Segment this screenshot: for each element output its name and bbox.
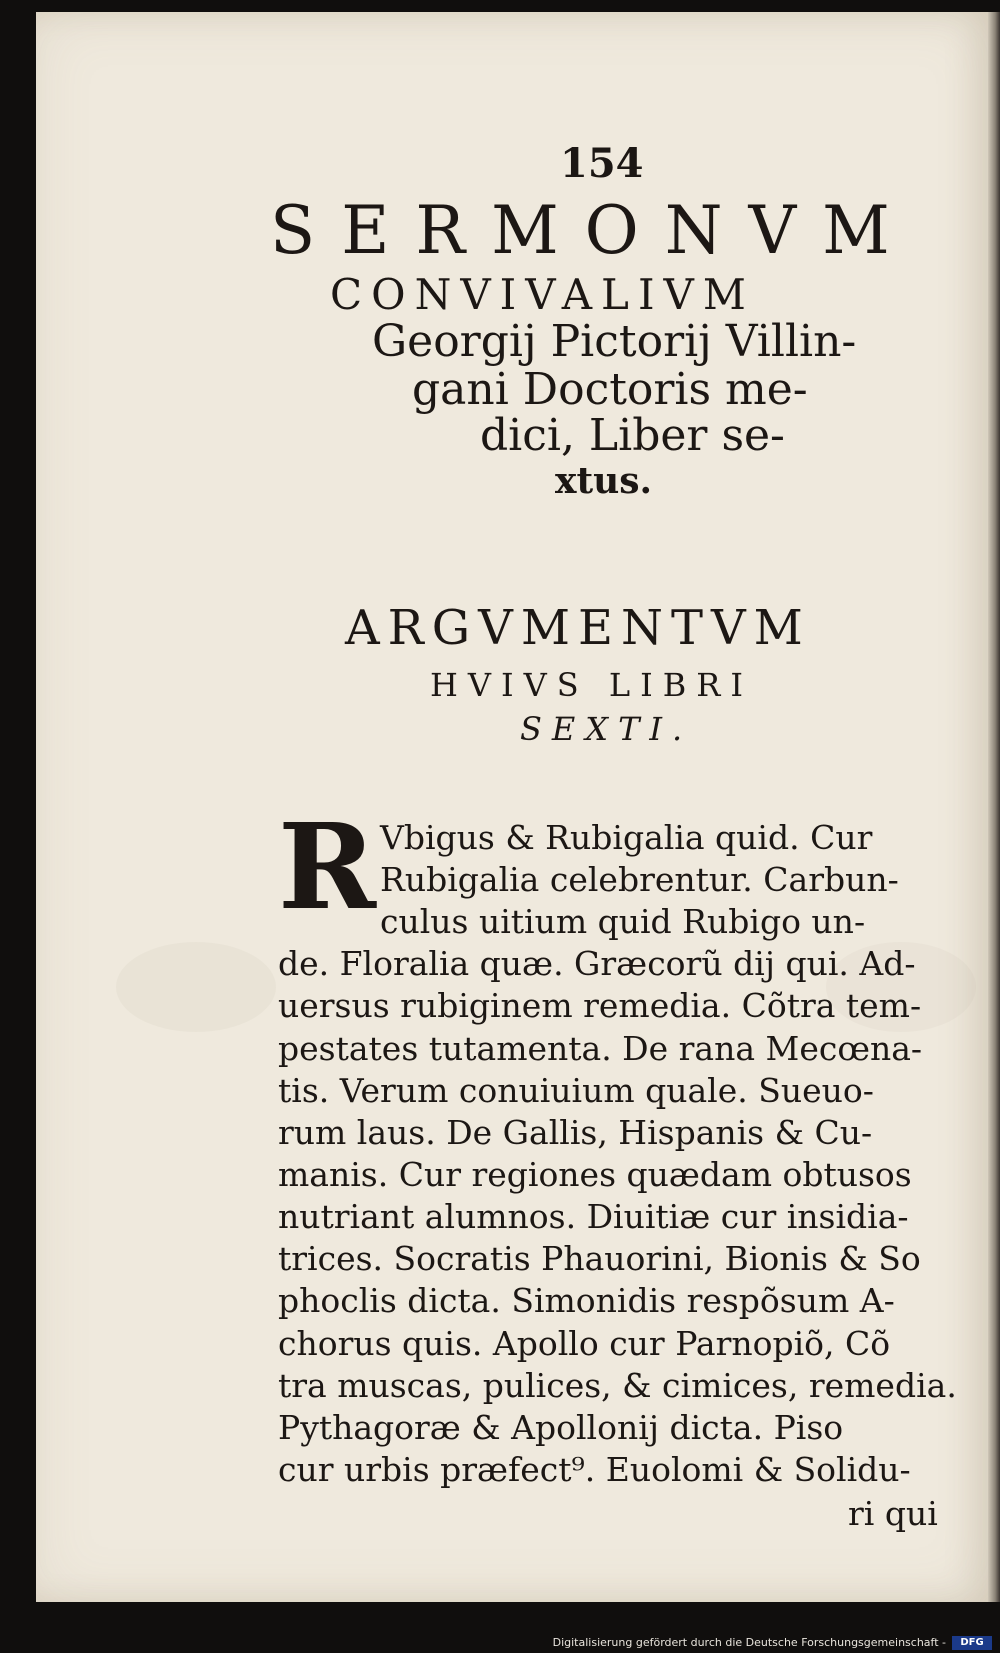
title-line: Georgij Pictorij Villin- [372,316,857,367]
body-line: Vbigus & Rubigalia quid. Cur [380,818,873,857]
page-number: 154 [560,140,644,187]
paper-stain [116,942,276,1032]
body-line: manis. Cur regiones quædam obtusos [278,1155,912,1194]
body-line: chorus quis. Apollo cur Parnopiõ, Cõ [278,1324,891,1363]
body-line: cur urbis præfect⁹. Euolomi & Solidu- [278,1450,911,1489]
title-line: gani Doctoris me- [412,364,808,415]
title-line: xtus. [555,460,653,502]
title-main: SERMONVM [270,192,916,269]
body-line: Pythagoræ & Apollonij dicta. Piso [278,1408,844,1447]
body-line: Rubigalia celebrentur. Carbun- [380,860,899,899]
body-line: rum laus. De Gallis, Hispanis & Cu- [278,1113,873,1152]
body-line: nutriant alumnos. Diuitiæ cur insidia- [278,1197,909,1236]
page-edge [988,12,1000,1602]
body-line: ri qui [848,1494,938,1533]
title-sub: CONVIVALIVM [330,270,755,319]
body-line: pestates tutamenta. De rana Mecœna- [278,1029,923,1068]
dfg-logo: DFG [952,1636,992,1650]
body-line: uersus rubiginem remedia. Cõtra tem- [278,986,922,1025]
drop-cap: R [278,797,377,936]
argument-subheading: HVIVS LIBRI [430,666,753,704]
body-line: tra muscas, pulices, & cimices, remedia. [278,1366,957,1405]
argument-heading: ARGVMENTVM [345,600,811,656]
footer-credit: Digitalisierung gefördert durch die Deutsche Forschungsgemeinschaft - [552,1636,946,1649]
title-line: dici, Liber se- [480,410,785,461]
body-line: trices. Socratis Phauorini, Bionis & So [278,1239,921,1278]
argument-subheading: SEXTI. [520,710,693,748]
body-line: phoclis dicta. Simonidis respõsum A- [278,1281,895,1320]
body-line: tis. Verum conuiuium quale. Sueuo- [278,1071,874,1110]
body-line: culus uitium quid Rubigo un- [380,902,866,941]
body-line: de. Floralia quæ. Græcorũ dij qui. Ad- [278,944,916,983]
